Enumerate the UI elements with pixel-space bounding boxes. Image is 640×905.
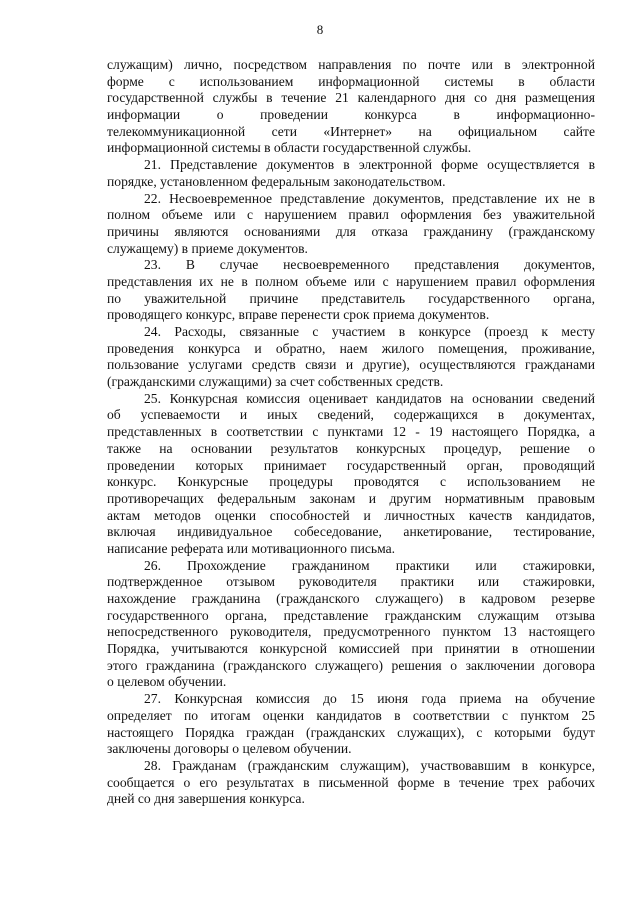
text-line: написание реферата или мотивационного письма. <box>107 540 396 556</box>
text-line: актам методов оценки способностей и личностных качеств кандидатов, <box>107 507 595 523</box>
text-line: пользование услугами средств связи и другие), осуществляются гражданами <box>107 357 595 373</box>
text-line: 25. Конкурсная комиссия оценивает кандидатов на основании сведений <box>144 390 595 406</box>
text-line: проведения конкурса и обратно, наем жилого помещения, проживание, <box>107 340 595 356</box>
text-line: заключены договоры о целевом обучении. <box>107 741 352 757</box>
text-line: проведении которых принимает государственный орган, проводящий <box>107 457 595 473</box>
text-line: также на основании результатов конкурсных процедур, решение о <box>107 440 595 456</box>
text-line: включая индивидуальное собеседование, анкетирование, тестирование, <box>107 524 595 540</box>
text-line: Порядка, учитываются конкурсной комиссией при принятии в отношении <box>107 641 595 657</box>
text-line: определяет по итогам оценки кандидатов в соответствии с пунктом 25 <box>107 707 595 723</box>
text-line: порядке, установленном федеральным законодательством. <box>107 173 446 189</box>
text-line: настоящего Порядка граждан (гражданских служащих), с которыми будут <box>107 724 595 740</box>
text-line: информации о проведении конкурса в информационно- <box>107 107 595 123</box>
document-body <box>107 57 595 808</box>
text-line: информационной системы в области государственной службы. <box>107 140 472 156</box>
text-line: 22. Несвоевременное представление документов, представление их не в <box>144 190 595 206</box>
text-line: 26. Прохождение гражданином практики или стажировки, <box>144 557 595 573</box>
text-line: причины являются основаниями для отказа гражданину (гражданскому <box>107 223 595 239</box>
text-line: конкурс. Конкурсные процедуры проводятся с использованием не <box>107 474 595 490</box>
text-line: полном объеме или с нарушением правил оформления без уважительной <box>107 207 595 223</box>
text-line: форме с использованием информационной системы в области <box>107 73 595 89</box>
text-line: этого гражданина (гражданского служащего) решения о заключении договора <box>107 657 595 673</box>
text-line: 24. Расходы, связанные с участием в конкурсе (проезд к месту <box>144 324 595 339</box>
text-line: по уважительной причине представитель государственного органа, <box>107 290 595 306</box>
text-line: телекоммуникационной сети «Интернет» на официальном сайте <box>107 123 595 139</box>
page-number: 8 <box>316 22 324 37</box>
text-line: представления их не в полном объеме или с нарушением правил оформления <box>107 273 595 289</box>
text-line: (гражданскими служащими) за счет собственных средств. <box>107 374 444 390</box>
text-line: нахождение гражданина (гражданского служащего) в кадровом резерве <box>107 591 595 606</box>
text-line: служащему) в приеме документов. <box>107 240 308 256</box>
text-line: 28. Гражданам (гражданским служащим), участвовавшим в конкурсе, <box>144 757 595 773</box>
text-line: о целевом обучении. <box>107 674 227 690</box>
text-line: представленных в соответствии с пунктами 12 - 19 настоящего Порядка, а <box>107 424 595 440</box>
text-line: государственного органа, представление гражданским служащим отзыва <box>107 607 595 623</box>
text-line: дней со дня завершения конкурса. <box>107 791 305 807</box>
text-line: проводящего конкурс, вправе перенести срок приема документов. <box>107 307 490 323</box>
text-line: непосредственного руководителя, предусмотренного пунктом 13 настоящего <box>107 624 595 640</box>
text-line: 21. Представление документов в электронной форме осуществляется в <box>144 157 595 173</box>
text-line: сообщается о его результатах в письменной форме в течение трех рабочих <box>107 774 595 790</box>
text-line: противоречащих федеральным законам и другим нормативным правовым <box>107 490 595 506</box>
text-line: 23. В случае несвоевременного представления документов, <box>144 257 595 273</box>
text-line: об успеваемости и иных сведений, содержащихся в документах, <box>107 407 595 423</box>
text-line: служащим) лично, посредством направления по почте или в электронной <box>107 57 595 72</box>
text-line: 27. Конкурсная комиссия до 15 июня года приема на обучение <box>144 691 595 707</box>
text-line: подтвержденное отзывом руководителя практики или стажировки, <box>107 574 595 590</box>
text-line: государственной службы в течение 21 календарного дня со дня размещения <box>107 90 595 106</box>
